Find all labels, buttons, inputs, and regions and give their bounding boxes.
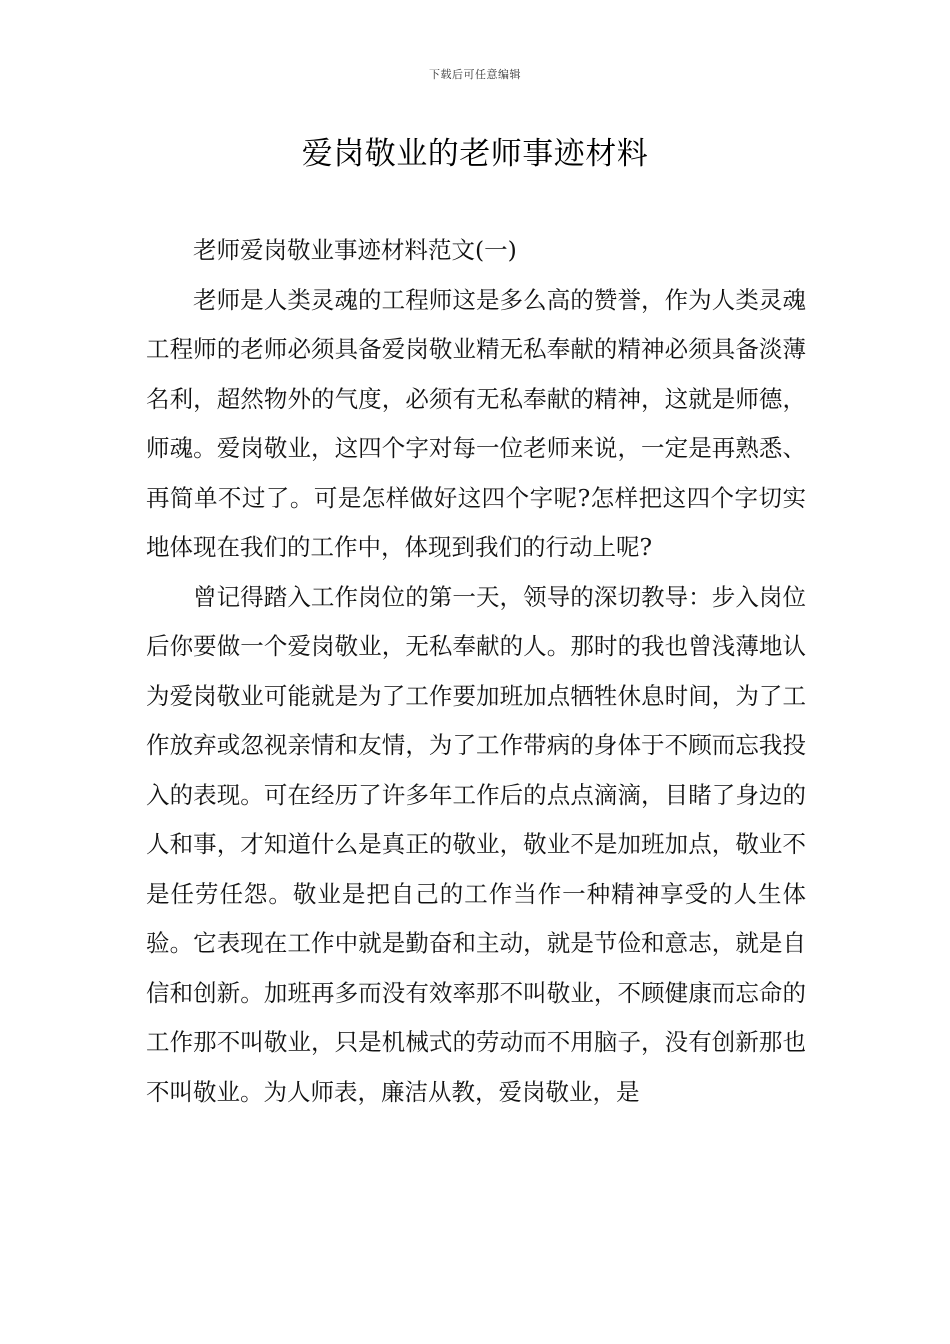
section-subheading: 老师爱岗敬业事迹材料范文(一) (193, 236, 517, 264)
paragraph-1: 老师是人类灵魂的工程师这是多么高的赞誉，作为人类灵魂工程师的老师必须具备爱岗敬业精无私奉献的精神必须具备淡薄名利，超然物外的气度，必须有无私奉献的精神，这就是师德，师魂。爱岗敬业，这四个字对每一位老师来说，一定是再熟悉、再简单不过了。可是怎样做好这四个字呢?怎样把这四个字切实地体现在我们的工作中，体现到我们的行动上呢? (146, 285, 806, 561)
document-title: 爱岗敬业的老师事迹材料 (301, 136, 649, 172)
header-note: 下载后可任意编辑 (429, 68, 521, 81)
document-body (146, 226, 806, 1117)
paragraph-2: 曾记得踏入工作岗位的第一天，领导的深切教导：步入岗位后你要做一个爱岗敬业，无私奉献的人。那时的我也曾浅薄地认为爱岗敬业可能就是为了工作要加班加点牺牲休息时间，为了工作放弃或忽视亲情和友情，为了工作带病的身体于不顾而忘我投入的表现。可在经历了许多年工作后的点点滴滴，目睹了身边的人和事，才知道什么是真正的敬业，敬业不是加班加点，敬业不是任劳任怨。敬业是把自己的工作当作一种精神享受的人生体验。它表现在工作中就是勤奋和主动，就是节俭和意志，就是自信和创新。加班再多而没有效率那不叫敬业，不顾健康而忘命的工作那不叫敬业，只是机械式的劳动而不用脑子，没有创新那也不叫敬业。为人师表，廉洁从教，爱岗敬业，是 (146, 582, 806, 1106)
